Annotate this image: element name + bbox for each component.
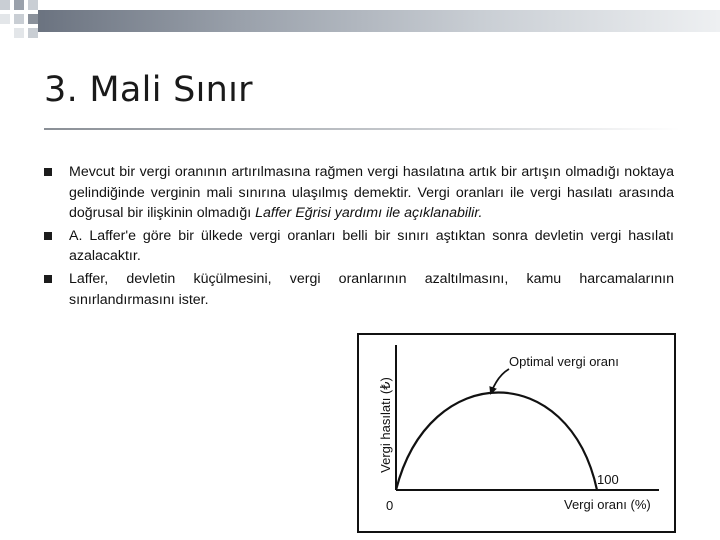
x-max-label: 100 <box>597 472 619 487</box>
laffer-curve-svg <box>359 335 674 531</box>
header-square <box>14 28 24 38</box>
bullet-item <box>44 269 674 310</box>
header-square <box>28 14 38 24</box>
bullet-item <box>44 226 674 267</box>
header-square <box>0 14 10 24</box>
bullet-text: Laffer, devletin küçülmesini, vergi oranlarının azaltılmasını, kamu harcamalarının sınırlandırmasını ister. <box>69 270 674 308</box>
square-bullet-icon <box>44 168 52 176</box>
bullet-text-emphasis: Laffer Eğrisi yardımı ile açıklanabilir. <box>255 205 483 222</box>
laffer-curve <box>396 393 597 491</box>
header-square <box>14 0 24 10</box>
header-decoration <box>0 0 720 48</box>
bullet-text-plain: Mevcut bir vergi oranının artırılmasına rağmen vergi hasılatına artık bir artışın olmadığı noktaya gelindiğinde verginin mali sınırına ulaşılmış demektir. Vergi oranları ile vergi hasılatı arasında doğrusal bir ilişkinin olmadığı <box>69 164 674 222</box>
bullet-text: A. Laffer'e göre bir ülkede vergi oranları belli bir sınırı aştıktan sonra devletin vergi hasılatı azalacaktır. <box>69 227 674 265</box>
annotation-arrow <box>491 369 509 393</box>
header-square <box>14 14 24 24</box>
square-bullet-icon <box>44 232 52 240</box>
bullet-text <box>69 162 674 224</box>
x-origin-label: 0 <box>386 498 394 513</box>
bullet-item <box>44 162 674 224</box>
x-axis-label: Vergi oranı (%) <box>564 497 651 512</box>
title-underline <box>44 128 680 130</box>
header-square <box>28 0 38 10</box>
header-square <box>28 28 38 38</box>
y-axis-label: Vergi hasılatı (₺) <box>378 377 393 473</box>
laffer-curve-figure <box>357 333 676 533</box>
header-square <box>0 0 10 10</box>
slide-title: 3. Mali Sınır <box>44 70 253 110</box>
square-bullet-icon <box>44 275 52 283</box>
header-gradient-bar <box>38 10 720 32</box>
annotation-label: Optimal vergi oranı <box>509 354 619 369</box>
bullet-list <box>44 162 674 312</box>
